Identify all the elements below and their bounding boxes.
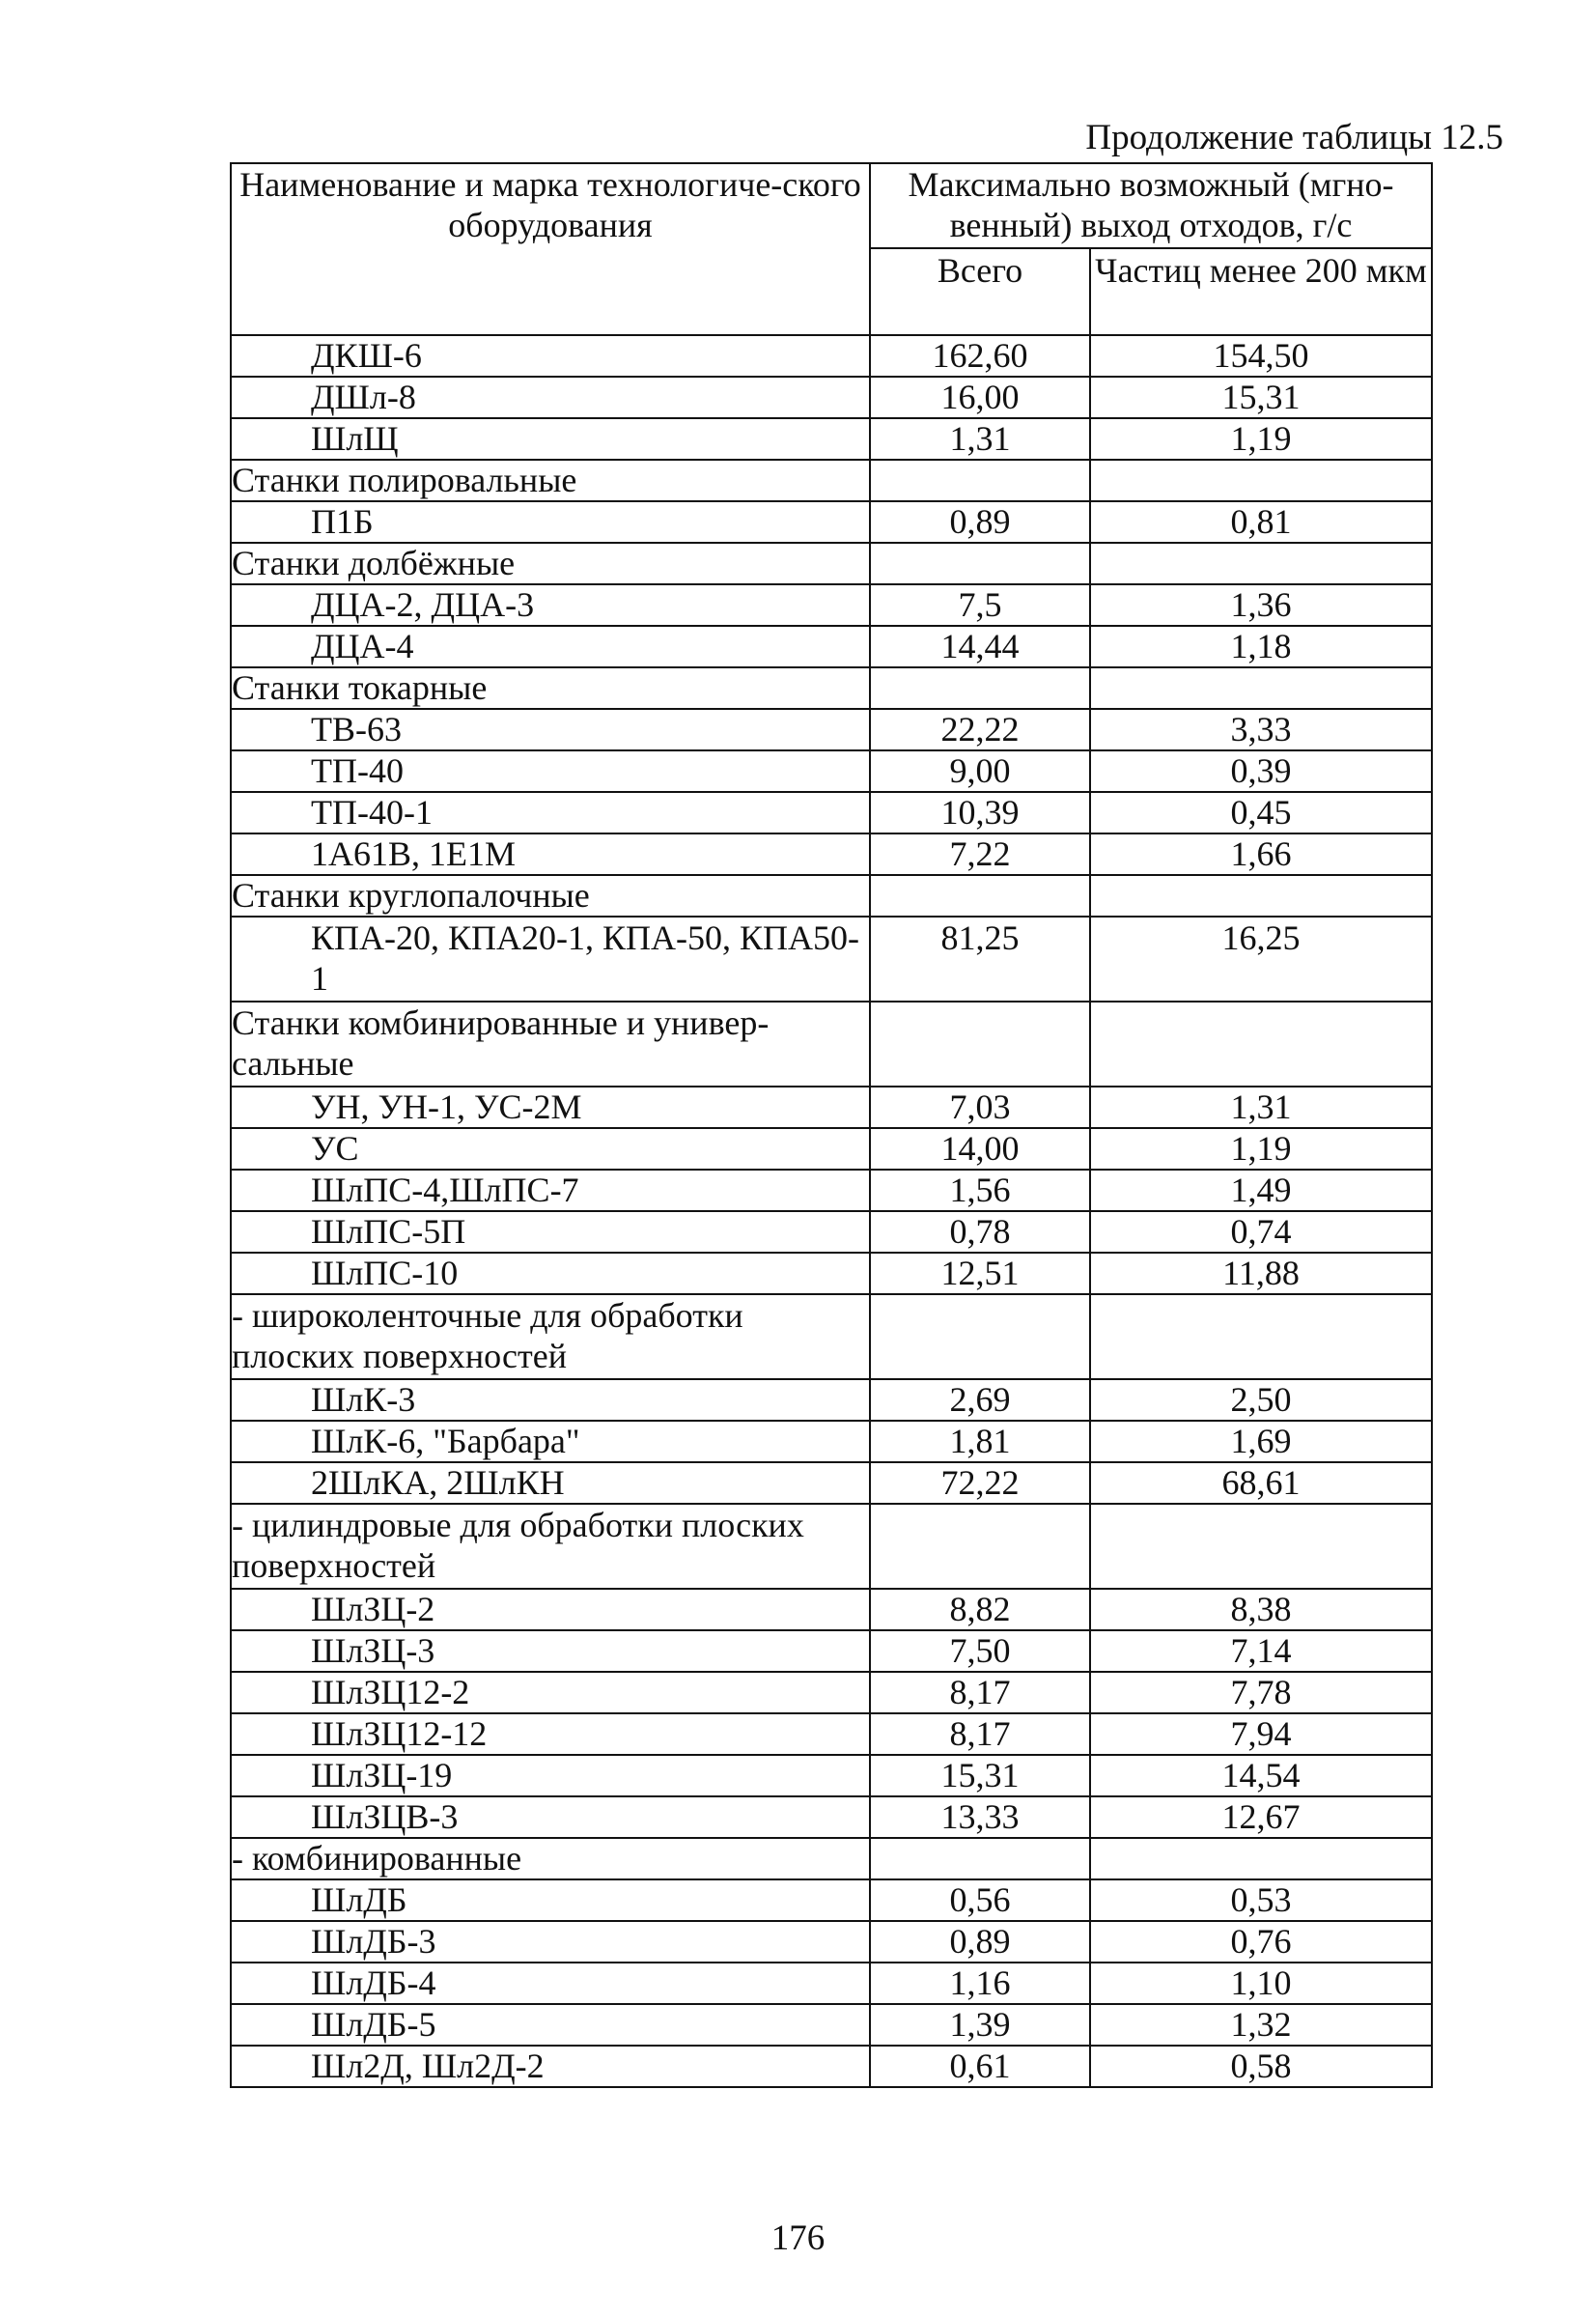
equipment-name-cell: ШлДБ xyxy=(231,1879,870,1921)
fine-particles-cell: 0,76 xyxy=(1090,1921,1432,1963)
table-row xyxy=(231,2004,1432,2046)
table-row xyxy=(231,1589,1432,1630)
total-output-cell: 1,56 xyxy=(870,1170,1090,1211)
fine-particles-cell: 16,25 xyxy=(1090,917,1432,1002)
equipment-name-cell: ШлДБ-3 xyxy=(231,1921,870,1963)
equipment-name-cell: ТП-40 xyxy=(231,750,870,792)
total-output-cell: 9,00 xyxy=(870,750,1090,792)
total-output-cell: 7,5 xyxy=(870,584,1090,626)
table-row xyxy=(231,1379,1432,1421)
fine-particles-cell: 15,31 xyxy=(1090,377,1432,418)
total-output-cell xyxy=(870,1294,1090,1379)
total-output-cell: 7,22 xyxy=(870,833,1090,875)
total-output-cell: 13,33 xyxy=(870,1796,1090,1838)
total-output-cell: 14,44 xyxy=(870,626,1090,667)
fine-particles-cell: 0,74 xyxy=(1090,1211,1432,1253)
table-row xyxy=(231,1672,1432,1713)
table-row xyxy=(231,917,1432,1002)
table-row xyxy=(231,1253,1432,1294)
equipment-name-cell: ШлПС-10 xyxy=(231,1253,870,1294)
total-output-cell: 7,03 xyxy=(870,1087,1090,1128)
table-row xyxy=(231,2046,1432,2087)
total-output-cell xyxy=(870,1838,1090,1879)
table-row xyxy=(231,460,1432,501)
total-output-cell: 8,82 xyxy=(870,1589,1090,1630)
table-row xyxy=(231,792,1432,833)
fine-particles-cell: 1,31 xyxy=(1090,1087,1432,1128)
total-output-cell: 162,60 xyxy=(870,335,1090,377)
total-output-cell xyxy=(870,1504,1090,1589)
fine-particles-cell: 1,19 xyxy=(1090,1128,1432,1170)
equipment-name-cell: ШлЗЦ12-2 xyxy=(231,1672,870,1713)
fine-particles-cell: 14,54 xyxy=(1090,1755,1432,1796)
equipment-table xyxy=(230,162,1433,2088)
equipment-name-cell: КПА-20, КПА20-1, КПА-50, КПА50-1 xyxy=(231,917,870,1002)
table-row xyxy=(231,1211,1432,1253)
total-output-cell: 0,61 xyxy=(870,2046,1090,2087)
equipment-name-cell: ШлДБ-4 xyxy=(231,1963,870,2004)
equipment-name-cell: Шл2Д, Шл2Д-2 xyxy=(231,2046,870,2087)
fine-particles-cell xyxy=(1090,543,1432,584)
table-row xyxy=(231,1713,1432,1755)
fine-particles-cell: 0,58 xyxy=(1090,2046,1432,2087)
fine-particles-cell: 1,66 xyxy=(1090,833,1432,875)
equipment-name-cell: ТВ-63 xyxy=(231,709,870,750)
equipment-name-cell: ШлПС-4,ШлПС-7 xyxy=(231,1170,870,1211)
equipment-name-cell: ШлК-6, "Барбара" xyxy=(231,1421,870,1462)
header-total: Всего xyxy=(870,248,1090,335)
total-output-cell xyxy=(870,460,1090,501)
header-fine-particles: Частиц менее 200 мкм xyxy=(1090,248,1432,335)
fine-particles-cell: 1,10 xyxy=(1090,1963,1432,2004)
total-output-cell: 1,39 xyxy=(870,2004,1090,2046)
table-row xyxy=(231,875,1432,917)
fine-particles-cell: 7,14 xyxy=(1090,1630,1432,1672)
table-row xyxy=(231,1630,1432,1672)
total-output-cell: 81,25 xyxy=(870,917,1090,1002)
header-max-output: Максимально возможный (мгно-венный) выход отходов, г/с xyxy=(870,163,1432,248)
equipment-name-cell: 1А61В, 1Е1М xyxy=(231,833,870,875)
fine-particles-cell xyxy=(1090,1002,1432,1087)
equipment-name-cell: ДЦА-4 xyxy=(231,626,870,667)
total-output-cell: 8,17 xyxy=(870,1713,1090,1755)
table-caption: Продолжение таблицы 12.5 xyxy=(1085,118,1503,157)
fine-particles-cell: 1,18 xyxy=(1090,626,1432,667)
table-row xyxy=(231,1087,1432,1128)
page-number: 176 xyxy=(770,2218,826,2258)
total-output-cell xyxy=(870,1002,1090,1087)
fine-particles-cell: 3,33 xyxy=(1090,709,1432,750)
table-row xyxy=(231,1921,1432,1963)
total-output-cell: 0,89 xyxy=(870,1921,1090,1963)
table-row xyxy=(231,709,1432,750)
table-row xyxy=(231,667,1432,709)
total-output-cell: 0,56 xyxy=(870,1879,1090,1921)
fine-particles-cell: 1,69 xyxy=(1090,1421,1432,1462)
table-row xyxy=(231,377,1432,418)
equipment-name-cell: ШлЗЦВ-3 xyxy=(231,1796,870,1838)
fine-particles-cell xyxy=(1090,875,1432,917)
table-row xyxy=(231,626,1432,667)
table-row xyxy=(231,543,1432,584)
equipment-name-cell: УН, УН-1, УС-2М xyxy=(231,1087,870,1128)
table-row xyxy=(231,833,1432,875)
table-row xyxy=(231,1755,1432,1796)
fine-particles-cell: 8,38 xyxy=(1090,1589,1432,1630)
total-output-cell: 0,89 xyxy=(870,501,1090,543)
fine-particles-cell: 1,36 xyxy=(1090,584,1432,626)
equipment-name-cell: - широколенточные для обработки плоских поверхностей xyxy=(231,1294,870,1379)
table-row xyxy=(231,1879,1432,1921)
total-output-cell: 10,39 xyxy=(870,792,1090,833)
total-output-cell: 8,17 xyxy=(870,1672,1090,1713)
table-row xyxy=(231,1294,1432,1379)
fine-particles-cell: 0,45 xyxy=(1090,792,1432,833)
equipment-name-cell: ШлЗЦ12-12 xyxy=(231,1713,870,1755)
fine-particles-cell: 7,94 xyxy=(1090,1713,1432,1755)
total-output-cell: 22,22 xyxy=(870,709,1090,750)
table-row xyxy=(231,1504,1432,1589)
equipment-name-cell: ДКШ-6 xyxy=(231,335,870,377)
equipment-name-cell: - комбинированные xyxy=(231,1838,870,1879)
equipment-name-cell: УС xyxy=(231,1128,870,1170)
fine-particles-cell: 154,50 xyxy=(1090,335,1432,377)
equipment-name-cell: - цилиндровые для обработки плоских поверхностей xyxy=(231,1504,870,1589)
fine-particles-cell: 12,67 xyxy=(1090,1796,1432,1838)
total-output-cell: 1,16 xyxy=(870,1963,1090,2004)
equipment-name-cell: ШлЗЦ-19 xyxy=(231,1755,870,1796)
total-output-cell: 7,50 xyxy=(870,1630,1090,1672)
total-output-cell: 12,51 xyxy=(870,1253,1090,1294)
fine-particles-cell: 11,88 xyxy=(1090,1253,1432,1294)
table-row xyxy=(231,584,1432,626)
equipment-name-cell: ДШл-8 xyxy=(231,377,870,418)
table-row xyxy=(231,335,1432,377)
total-output-cell xyxy=(870,667,1090,709)
equipment-name-cell: 2ШлКА, 2ШлКН xyxy=(231,1462,870,1504)
equipment-name-cell: ДЦА-2, ДЦА-3 xyxy=(231,584,870,626)
total-output-cell: 1,81 xyxy=(870,1421,1090,1462)
total-output-cell: 15,31 xyxy=(870,1755,1090,1796)
equipment-name-cell: ШлЗЦ-3 xyxy=(231,1630,870,1672)
equipment-name-cell: Станки круглопалочные xyxy=(231,875,870,917)
equipment-name-cell: ШлДБ-5 xyxy=(231,2004,870,2046)
table-row xyxy=(231,1838,1432,1879)
equipment-name-cell: Станки токарные xyxy=(231,667,870,709)
header-equipment-name: Наименование и марка технологиче-ского оборудования xyxy=(231,163,870,335)
fine-particles-cell xyxy=(1090,460,1432,501)
fine-particles-cell: 1,19 xyxy=(1090,418,1432,460)
equipment-name-cell: П1Б xyxy=(231,501,870,543)
fine-particles-cell: 68,61 xyxy=(1090,1462,1432,1504)
table-row xyxy=(231,1002,1432,1087)
fine-particles-cell xyxy=(1090,1504,1432,1589)
fine-particles-cell: 0,39 xyxy=(1090,750,1432,792)
total-output-cell xyxy=(870,543,1090,584)
equipment-name-cell: Станки долбёжные xyxy=(231,543,870,584)
equipment-name-cell: ТП-40-1 xyxy=(231,792,870,833)
fine-particles-cell: 1,32 xyxy=(1090,2004,1432,2046)
fine-particles-cell xyxy=(1090,667,1432,709)
table-row xyxy=(231,1462,1432,1504)
fine-particles-cell xyxy=(1090,1294,1432,1379)
total-output-cell: 2,69 xyxy=(870,1379,1090,1421)
fine-particles-cell: 1,49 xyxy=(1090,1170,1432,1211)
total-output-cell: 14,00 xyxy=(870,1128,1090,1170)
fine-particles-cell xyxy=(1090,1838,1432,1879)
table-row xyxy=(231,1963,1432,2004)
fine-particles-cell: 2,50 xyxy=(1090,1379,1432,1421)
table-row xyxy=(231,1421,1432,1462)
table-row xyxy=(231,418,1432,460)
equipment-name-cell: ШлЗЦ-2 xyxy=(231,1589,870,1630)
equipment-name-cell: Станки полировальные xyxy=(231,460,870,501)
table-row xyxy=(231,750,1432,792)
total-output-cell: 1,31 xyxy=(870,418,1090,460)
total-output-cell: 0,78 xyxy=(870,1211,1090,1253)
equipment-name-cell: ШлК-3 xyxy=(231,1379,870,1421)
table-row xyxy=(231,501,1432,543)
total-output-cell: 72,22 xyxy=(870,1462,1090,1504)
total-output-cell xyxy=(870,875,1090,917)
fine-particles-cell: 7,78 xyxy=(1090,1672,1432,1713)
fine-particles-cell: 0,53 xyxy=(1090,1879,1432,1921)
equipment-name-cell: ШлПС-5П xyxy=(231,1211,870,1253)
table-row xyxy=(231,1170,1432,1211)
fine-particles-cell: 0,81 xyxy=(1090,501,1432,543)
table-row xyxy=(231,1128,1432,1170)
total-output-cell: 16,00 xyxy=(870,377,1090,418)
table-row xyxy=(231,1796,1432,1838)
table-body xyxy=(231,335,1432,2087)
equipment-name-cell: ШлЩ xyxy=(231,418,870,460)
equipment-name-cell: Станки комбинированные и универ-сальные xyxy=(231,1002,870,1087)
